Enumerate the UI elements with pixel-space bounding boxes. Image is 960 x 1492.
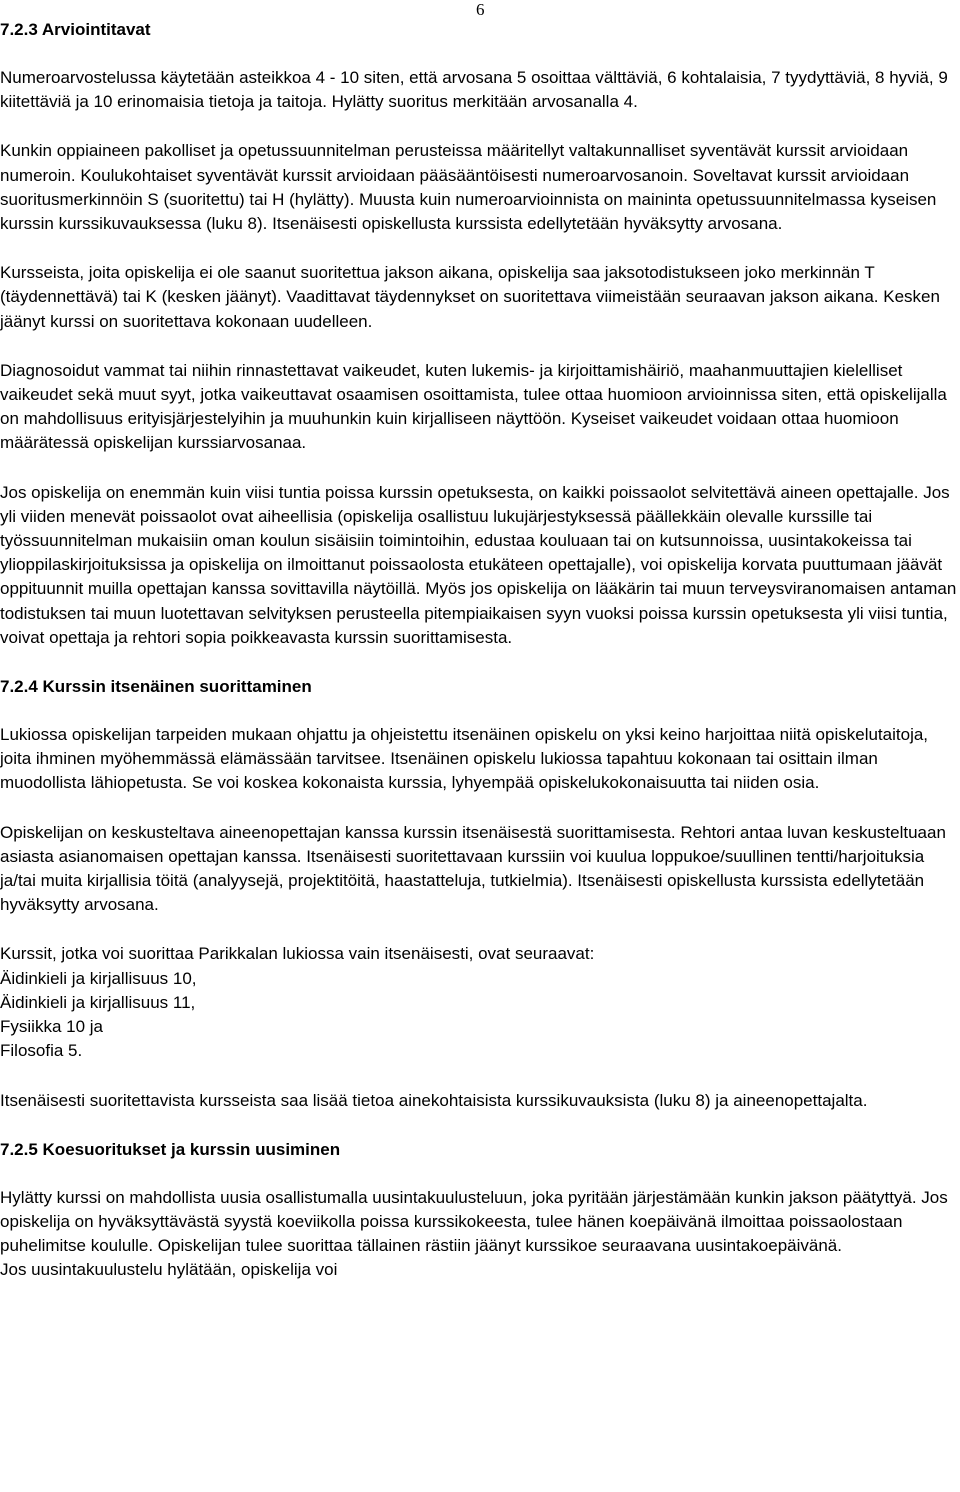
paragraph: Kunkin oppiaineen pakolliset ja opetussuunnitelman perusteissa määritellyt valtakunnalliset syventävät kurssit arvioidaan numeroin. Koulukohtaiset syventävät kurssit arvioidaan pääsääntöisesti numeroarvosanoin. Soveltavat kurssit arvioidaan suoritusmerkinnöin S (suoritettu) tai H (hylätty). Muusta kuin numeroarvioinnista on maininta opetussuunnitelmassa kyseisen kurssin kurssikuvauksessa (luku 8). Itsenäisesti opiskellusta kurssista edellytetään hyväksytty arvosana. — [0, 141, 937, 234]
paragraph: Lukiossa opiskelijan tarpeiden mukaan ohjattu ja ohjeistettu itsenäinen opiskelu on yksi keino harjoittaa niitä opiskelutaitoja, joita ihminen myöhemmässä elämässään tarvitsee. Itsenäinen opiskelu lukiossa tapahtuu kokonaan tai osittain ilman muodollista lähiopetusta. Se voi koskea kokonaista kurssia, lyhyempää opiskelukokonaisuutta tai niiden osia. — [0, 725, 929, 793]
section-arviointitavat — [0, 18, 958, 650]
section-heading: 7.2.3 Arviointitavat — [0, 20, 151, 39]
paragraph: Diagnosoidut vammat tai niihin rinnastettavat vaikeudet, kuten lukemis- ja kirjoittamishäiriö, maahanmuuttajien kielelliset vaikeudet sekä muut syyt, jotka vaikeuttavat osaamisen osoittamista, tulee ottaa huomioon arvioinnissa siten, että opiskelijalla on mahdollisuus erityisjärjestelyihin ja muuhunkin kuin kirjalliseen näyttöön. Kyseiset vaikeudet voidaan ottaa huomioon määrätessä opiskelijan kurssiarvosanaa. — [0, 360, 947, 453]
section-heading: 7.2.4 Kurssin itsenäinen suorittaminen — [0, 677, 312, 697]
paragraph: Jos uusintakuulustelu hylätään, opiskelija voi — [0, 1260, 338, 1280]
document-body — [0, 18, 958, 1283]
list-intro: Kurssit, jotka voi suorittaa Parikkalan lukiossa vain itsenäisesti, ovat seuraavat: — [0, 944, 595, 964]
paragraph: Jos opiskelija on enemmän kuin viisi tuntia poissa kurssin opetuksesta, on kaikki poissaolot selvitettävä aineen opettajalle. Jos yli viiden menevät poissaolot ovat aiheellisia (opiskelija osallistuu lukujärjestyksessä päällekkäin olevalle kurssille tai työssuunnitelman mukaisiin oman koulun sisäisiin toimintoihin, edustaa kouluaan tai on kutsunnoissa, uusintakokeissa tai ylioppilaskirjoituksissa ja opiskelija on ilmoittanut poissaolosta etukäteen opettajalle), voi opiskelija korvata puuttumaan jäävät oppituunnit muilla opettajan kanssa sovittavilla näytöillä. Myös jos opiskelija on lääkärin tai muun terveysviranomaisen antaman todistuksen tai muun luotettavan selvityksen perusteella pitempiaikaisen syyn vuoksi poissa kurssin opetuksesta yli viisi tuntia, voivat opettaja ja rehtori sopia poikkeavasta kurssin suorittamisesta. — [0, 482, 957, 647]
section-heading: 7.2.5 Koesuoritukset ja kurssin uusiminen — [0, 1139, 341, 1159]
paragraph: Opiskelijan on keskusteltava aineenopettajan kanssa kurssin itsenäisestä suorittamisesta. Rehtori antaa luvan keskusteltuaan asiasta asianomaisen opettajan kanssa. Itsenäisesti suoritettavaan kurssiin voi kuulua loppukoe/suullinen tentti/harjoituksia ja/tai muita kirjallisia töitä (analyysejä, projektitöitä, haastatteluja, tutkielmia). Itsenäisesti opiskellusta kurssista edellytetään hyväksytty arvosana. — [0, 822, 946, 915]
list-item: Fysiikka 10 ja — [0, 1017, 103, 1037]
list-item: Filosofia 5. — [0, 1041, 83, 1061]
section-koesuoritukset — [0, 1138, 958, 1283]
paragraph: Itsenäisesti suoritettavista kursseista saa lisää tietoa ainekohtaisista kurssikuvauksista (luku 8) ja aineenopettajalta. — [0, 1090, 868, 1110]
paragraph: Numeroarvostelussa käytetään asteikkoa 4 - 10 siten, että arvosana 5 osoittaa välttäviä, 6 kohtalaisia, 7 tyydyttäviä, 8 hyviä, 9 kiitettäviä ja 10 erinomaisia tietoja ja taitoja. Hylätty suoritus merkitään arvosanalla 4. — [0, 68, 948, 112]
paragraph: Kursseista, joita opiskelija ei ole saanut suoritettua jakson aikana, opiskelija saa jaksotodistukseen joko merkinnän T (täydennettävä) tai K (kesken jäänyt). Vaadittavat täydennykset on suoritettava viimeistään seuraavan jakson aikana. Kesken jäänyt kurssi on suoritettava kokonaan uudelleen. — [0, 263, 940, 331]
list-item: Äidinkieli ja kirjallisuus 11, — [0, 992, 196, 1012]
course-list — [0, 942, 958, 1063]
paragraph: Hylätty kurssi on mahdollista uusia osallistumalla uusintakuulusteluun, joka pyritään järjestämään kunkin jakson päätyttyä. Jos opiskelija on hyväksyttävästä syystä koeviikolla poissa kurssikokeesta, tulee hänen koepäivänä ilmoittaa poissaolostaan puhelimitse koululle. Opiskelijan tulee suorittaa tällainen rästiin jäänyt kurssikoe seuraavana uusintakoepäivänä. — [0, 1187, 948, 1256]
list-item: Äidinkieli ja kirjallisuus 10, — [0, 968, 197, 988]
page-number: 6 — [476, 0, 485, 19]
section-itsenainen-suorittaminen — [0, 675, 958, 1113]
